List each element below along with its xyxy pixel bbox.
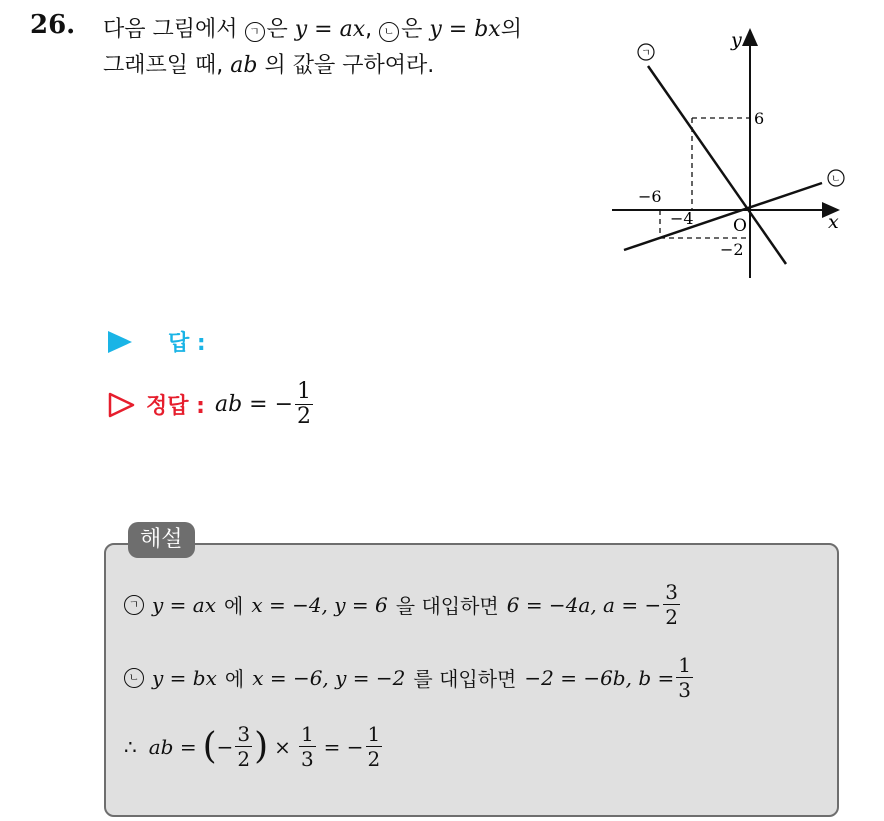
sol-fraction (299, 722, 316, 771)
correct-answer-label: 정답 : (146, 394, 205, 419)
circle-label-1: ㄱ (124, 595, 144, 615)
sol-fraction (235, 722, 252, 771)
correct-answer-lhs: ab = − (214, 392, 294, 417)
sol-fraction (663, 580, 680, 629)
fraction-denominator: 3 (678, 678, 691, 702)
fraction-numerator: 3 (237, 722, 251, 746)
question-number: 26. (30, 10, 76, 40)
tick-label-neg2: −2 (720, 240, 744, 259)
tick-label-neg6: −6 (638, 187, 662, 206)
fraction-denominator: 2 (297, 404, 312, 429)
sol-substitution: x = −6, y = −2 (252, 665, 406, 690)
tick-label-6: 6 (754, 109, 765, 128)
sol-text: 을 대입하면 (395, 594, 499, 618)
sol-fraction (676, 653, 693, 702)
q-text-2a: 그래프일 때, (103, 53, 231, 78)
sol-substitution: x = −4, y = 6 (251, 592, 388, 617)
circle-marker-b-label: ㄴ (831, 174, 841, 185)
q-text-1b: 은 (266, 17, 295, 42)
equation-b: y = bx (429, 17, 501, 42)
fraction-numerator: 1 (297, 379, 312, 404)
left-paren: ( (202, 725, 217, 767)
question-text (103, 12, 593, 84)
sol-eq-a: y = ax (152, 592, 216, 617)
question-line-1 (103, 12, 593, 48)
explanation-line-2 (124, 653, 695, 702)
times-symbol: × (274, 734, 291, 759)
answer-row (108, 326, 206, 357)
equals-neg: = − (323, 734, 364, 759)
explanation-tag: 해설 (128, 522, 195, 558)
coordinate-graph (600, 20, 860, 285)
origin-label: O (733, 216, 747, 236)
q-var-ab: ab (230, 53, 258, 78)
circle-label-2: ㄴ (379, 22, 399, 42)
x-axis-label: x (828, 211, 839, 233)
q-text-1d: 은 (401, 17, 430, 42)
neg-sign: − (216, 734, 234, 759)
fraction-numerator: 1 (678, 653, 691, 677)
equation-a: y = ax (294, 17, 366, 42)
fraction-denominator: 2 (237, 747, 251, 771)
explanation-line-3 (124, 722, 384, 771)
fraction-numerator: 1 (367, 722, 381, 746)
circle-label-2: ㄴ (124, 668, 144, 688)
y-axis-label: y (731, 29, 742, 51)
fraction-numerator: 1 (300, 722, 314, 746)
therefore-symbol: ∴ (124, 734, 137, 759)
correct-answer-fraction (295, 380, 313, 429)
circle-label-1: ㄱ (245, 22, 265, 42)
explanation-line-1 (124, 580, 682, 629)
fraction-denominator: 3 (300, 747, 314, 771)
answer-label: 답 : (168, 331, 206, 356)
sol-text: 를 대입하면 (413, 667, 517, 691)
question-line-2 (103, 48, 593, 84)
correct-answer-row (108, 380, 315, 429)
circle-marker-a-label: ㄱ (641, 48, 651, 59)
sol-result: −2 = −6b, b = (524, 665, 675, 690)
q-text-2b: 의 값을 구하여라. (257, 53, 435, 78)
filled-triangle-icon (108, 331, 132, 353)
sol-lhs: ab = (148, 734, 197, 759)
fraction-denominator: 2 (367, 747, 381, 771)
sol-result: 6 = −4a, a = − (506, 592, 662, 617)
q-text-1c: , (365, 17, 380, 42)
q-text-1e: 의 (500, 17, 522, 42)
right-paren: ) (254, 725, 269, 767)
sol-fraction (366, 722, 383, 771)
sol-text: 에 (223, 594, 244, 618)
q-text-1a: 다음 그림에서 (103, 17, 245, 42)
sol-text: 에 (224, 667, 245, 691)
tick-label-neg4: −4 (670, 209, 694, 228)
sol-eq-b: y = bx (152, 665, 217, 690)
fraction-denominator: 2 (665, 605, 678, 629)
outline-triangle-icon (108, 392, 136, 418)
fraction-numerator: 3 (665, 580, 678, 604)
